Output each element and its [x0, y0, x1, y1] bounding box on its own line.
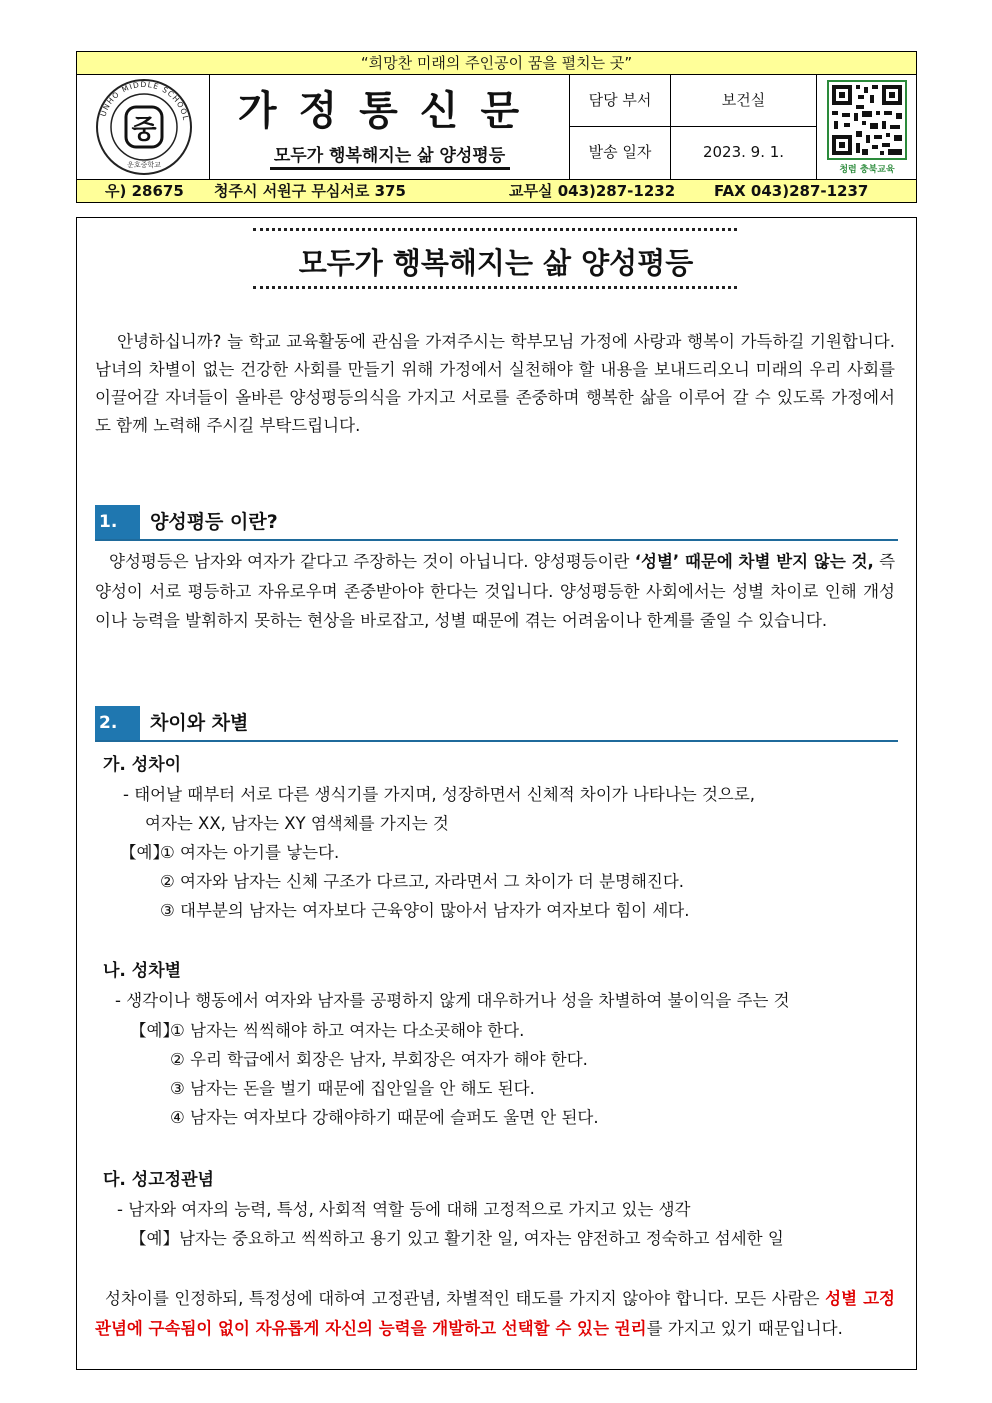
subsection-ga-head: 가. 성차이 [103, 755, 182, 775]
subsection-na-head: 나. 성차별 [103, 961, 182, 981]
section-2-title: 차이와 차별 [150, 712, 249, 734]
address-bar [77, 179, 916, 202]
logo-center-glyph: 중 [131, 115, 157, 145]
street-address: 청주시 서원구 무심서로 375 [214, 182, 406, 200]
dept-value: 보건실 [671, 75, 817, 127]
title-divider-bottom [253, 286, 737, 289]
school-logo-cell [77, 75, 210, 179]
section-1-text-b: 즉 양성이 서로 평등하고 자유로우며 존중받아야 한다는 것입니다. 양성평등한 사회에서는 성별 차이로 인해 개성이나 능력을 발휘하지 못하는 현상을 바로잡고, 성별 때문에 겪는 어려움이나 한계를 줄일 수 있습니다. [95, 552, 896, 630]
ga-example-1: ① 여자는 아기를 낳는다. [160, 843, 340, 862]
fax-number: FAX 043)287-1237 [714, 182, 869, 200]
closing-emphasis: 성별 고정관념에 구속됨이 없이 자유롭게 자신의 능력을 개발하고 선택할 수 있는 권리 [95, 1289, 895, 1338]
ga-example-2: ② 여자와 남자는 신체 구조가 다르고, 자라면서 그 차이가 더 분명해진다. [160, 872, 685, 891]
na-example-4: ④ 남자는 여자보다 강해야하기 때문에 슬퍼도 울면 안 된다. [170, 1108, 599, 1127]
office-phone: 교무실 043)287-1232 [509, 182, 676, 200]
postal-code: 우) 28675 [105, 182, 184, 200]
qr-cell [817, 75, 916, 179]
section-1-number: 1. [95, 505, 140, 539]
subsection-da-head: 다. 성고정관념 [103, 1170, 214, 1190]
closing-text-a: 성차이를 인정하되, 특정성에 대하여 고정관념, 차별적인 태도를 가지지 않아야 합니다. 모든 사람은 [105, 1289, 826, 1308]
na-example-2: ② 우리 학급에서 회장은 남자, 부회장은 여자가 해야 한다. [170, 1050, 588, 1069]
subsection-ga-desc1: - 태어날 때부터 서로 다른 생식기를 가지며, 성장하면서 신체적 차이가 나타나는 것으로, [123, 785, 756, 804]
qr-caption: 청렴 충북교육 [839, 165, 895, 175]
closing-paragraph [95, 1284, 895, 1343]
na-example-1: ① 남자는 씩씩해야 하고 여자는 다소곳해야 한다. [170, 1021, 525, 1040]
date-label: 발송 일자 [570, 127, 671, 179]
qr-code-icon[interactable] [817, 75, 916, 179]
newsletter-title: 가정통신문 [237, 87, 542, 134]
subtitle-underline [270, 167, 510, 170]
closing-text-b: 를 가지고 있기 때문입니다. [646, 1318, 843, 1338]
dept-label: 담당 부서 [570, 75, 671, 127]
title-divider-top [253, 228, 737, 231]
section-1-paragraph [95, 547, 895, 636]
subsection-da-example: 【예】남자는 중요하고 씩씩하고 용기 있고 활기찬 일, 여자는 얌전하고 정숙하고 섬세한 일 [130, 1229, 784, 1248]
logo-ring-text: UNHO MIDDLE SCHOOL [98, 79, 191, 122]
subsection-na-example-label: 【예】 [130, 1021, 179, 1040]
subsection-na-desc: - 생각이나 행동에서 여자와 남자를 공평하지 않게 대우하거나 성을 차별하여 불이익을 주는 것 [115, 991, 790, 1010]
na-example-3: ③ 남자는 돈을 벌기 때문에 집안일을 안 해도 된다. [170, 1079, 535, 1098]
newsletter-header [76, 51, 917, 203]
date-value: 2023. 9. 1. [671, 127, 817, 179]
logo-bottom-text: 운호중학교 [127, 161, 161, 169]
document-title: 모두가 행복해지는 삶 양성평등 [298, 246, 694, 280]
title-cell [210, 75, 570, 179]
section-1-text-a: 양성평등은 남자와 여자가 같다고 주장하는 것이 아닙니다. 양성평등이란 [109, 552, 635, 571]
section-1-header [95, 505, 898, 541]
intro-paragraph: 안녕하십니까? 늘 학교 교육활동에 관심을 가져주시는 학부모님 가정에 사랑과 행복이 가득하길 기원합니다. 남녀의 차별이 없는 건강한 사회를 만들기 위해 가정에서 실천해야 할 내용을 보내드리오니 미래의 우리 사회를 이끌어갈 자녀들이 올바른 양성평등의식을 가지고 서로를 존중하며 행복한 삶을 이루어 갈 수 있도록 가정에서도 함께 노력해 주시길 부탁드립니다. [95, 332, 895, 435]
subsection-ga-desc2: 여자는 XX, 남자는 XY 염색체를 가지는 것 [145, 814, 449, 833]
school-slogan: “희망찬 미래의 주인공이 꿈을 펼치는 곳” [77, 52, 916, 75]
ga-example-3: ③ 대부분의 남자는 여자보다 근육양이 많아서 남자가 여자보다 힘이 세다. [160, 901, 690, 920]
section-2-header [95, 706, 898, 742]
subsection-da-desc: - 남자와 여자의 능력, 특성, 사회적 역할 등에 대해 고정적으로 가지고 있는 생각 [117, 1200, 691, 1219]
section-2-number: 2. [95, 706, 140, 740]
section-1-text-bold: ‘성별’ 때문에 차별 받지 않는 것, [634, 552, 874, 571]
school-emblem-icon [77, 75, 210, 179]
newsletter-subtitle: 모두가 행복해지는 삶 양성평등 [273, 146, 506, 166]
subsection-ga-example-label: 【예】 [120, 843, 169, 862]
section-1-title: 양성평등 이란? [150, 511, 278, 533]
